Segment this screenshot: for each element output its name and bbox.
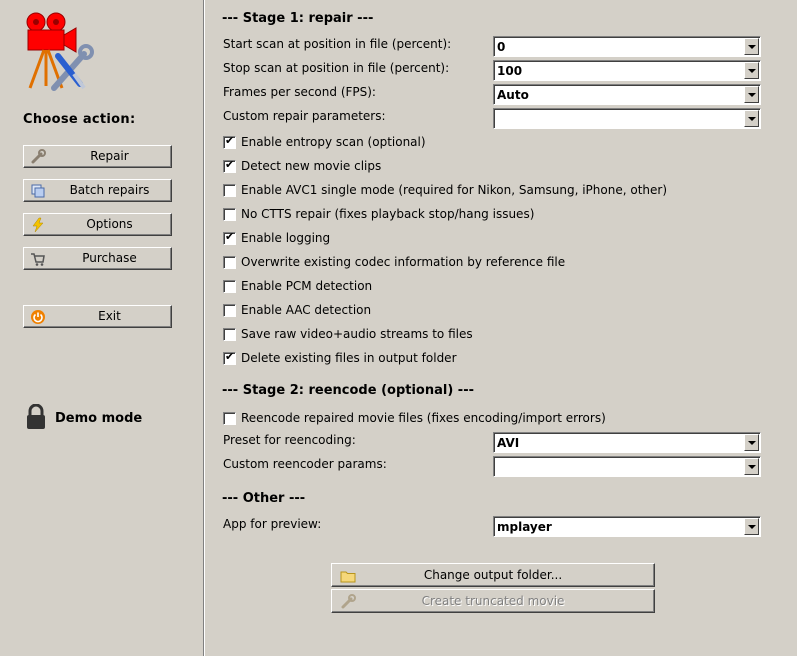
- stop-scan-value: 100: [497, 64, 523, 78]
- check-mark-icon: ✔: [225, 134, 235, 147]
- aac-detection-label: Enable AAC detection: [241, 303, 372, 317]
- check-mark-icon: ✔: [225, 230, 235, 243]
- repair-button[interactable]: [23, 145, 172, 168]
- checkbox-box[interactable]: [223, 160, 236, 173]
- checkbox-box[interactable]: [223, 136, 236, 149]
- reencode-label: Reencode repaired movie files (fixes encoding/import errors): [241, 411, 606, 425]
- change-output-folder-button[interactable]: [331, 563, 655, 587]
- custom-repair-combo[interactable]: [493, 108, 761, 129]
- purchase-button[interactable]: [23, 247, 172, 270]
- checkbox-box[interactable]: [223, 256, 236, 269]
- fps-combo[interactable]: [493, 84, 761, 105]
- stop-scan-label: Stop scan at position in file (percent):: [223, 61, 450, 75]
- chevron-down-icon[interactable]: [744, 38, 759, 55]
- checkbox-box[interactable]: [223, 280, 236, 293]
- batch-repairs-button[interactable]: [23, 179, 172, 202]
- create-truncated-movie-button[interactable]: [331, 589, 655, 613]
- custom-reencoder-combo[interactable]: [493, 456, 761, 477]
- custom-repair-label: Custom repair parameters:: [223, 109, 386, 123]
- start-scan-label: Start scan at position in file (percent):: [223, 37, 452, 51]
- overwrite-codec-label: Overwrite existing codec information by reference file: [241, 255, 566, 269]
- checkbox-box[interactable]: [223, 208, 236, 221]
- lightning-icon: [30, 217, 46, 233]
- avc1-single-mode-label: Enable AVC1 single mode (required for Nikon, Samsung, iPhone, other): [241, 183, 668, 197]
- fps-label: Frames per second (FPS):: [223, 85, 376, 99]
- movie-camera-repair-icon: [18, 8, 98, 92]
- exit-button-label: Exit: [98, 309, 121, 323]
- start-scan-combo[interactable]: [493, 36, 761, 57]
- stage1-heading: --- Stage 1: repair ---: [222, 11, 374, 26]
- fps-value: Auto: [497, 88, 529, 102]
- checkbox-box[interactable]: [223, 352, 236, 365]
- purchase-button-label: Purchase: [82, 251, 137, 265]
- checkbox-box[interactable]: [223, 328, 236, 341]
- sidebar: [0, 0, 203, 656]
- no-ctts-repair-label: No CTTS repair (fixes playback stop/hang issues): [241, 207, 535, 221]
- batch-icon: [30, 183, 46, 199]
- stage2-heading: --- Stage 2: reencode (optional) ---: [222, 383, 474, 398]
- repair-button-label: Repair: [90, 149, 129, 163]
- options-button[interactable]: [23, 213, 172, 236]
- delete-existing-files-label: Delete existing files in output folder: [241, 351, 457, 365]
- check-mark-icon: ✔: [225, 158, 235, 171]
- stop-scan-combo[interactable]: [493, 60, 761, 81]
- checkbox-box[interactable]: [223, 304, 236, 317]
- demo-mode-label: Demo mode: [55, 411, 143, 426]
- cart-icon: [30, 251, 46, 267]
- wrench-icon: [30, 149, 46, 165]
- start-scan-value: 0: [497, 40, 506, 54]
- chevron-down-icon[interactable]: [744, 110, 759, 127]
- exit-button[interactable]: [23, 305, 172, 328]
- options-button-label: Options: [86, 217, 133, 231]
- save-raw-streams-label: Save raw video+audio streams to files: [241, 327, 473, 341]
- batch-repairs-button-label: Batch repairs: [69, 183, 150, 197]
- change-output-folder-label: Change output folder...: [423, 568, 563, 582]
- checkbox-box[interactable]: [223, 184, 236, 197]
- check-mark-icon: ✔: [225, 350, 235, 363]
- lock-icon: [25, 404, 47, 430]
- main-panel: [205, 0, 797, 656]
- chevron-down-icon[interactable]: [744, 518, 759, 535]
- entropy-scan-label: Enable entropy scan (optional): [241, 135, 426, 149]
- checkbox-box[interactable]: [223, 232, 236, 245]
- power-icon: [30, 309, 46, 325]
- create-truncated-movie-label: Create truncated movie: [421, 594, 565, 608]
- choose-action-label: Choose action:: [23, 112, 136, 127]
- preset-combo[interactable]: [493, 432, 761, 453]
- custom-reencoder-label: Custom reencoder params:: [223, 457, 387, 471]
- enable-logging-label: Enable logging: [241, 231, 331, 245]
- chevron-down-icon[interactable]: [744, 434, 759, 451]
- preview-app-label: App for preview:: [223, 517, 322, 531]
- pcm-detection-label: Enable PCM detection: [241, 279, 373, 293]
- checkbox-box[interactable]: [223, 412, 236, 425]
- other-heading: --- Other ---: [222, 491, 306, 506]
- chevron-down-icon[interactable]: [744, 86, 759, 103]
- preset-label: Preset for reencoding:: [223, 433, 356, 447]
- chevron-down-icon[interactable]: [744, 62, 759, 79]
- preset-value: AVI: [497, 436, 520, 450]
- preview-app-value: mplayer: [497, 520, 552, 534]
- preview-app-combo[interactable]: [493, 516, 761, 537]
- detect-clips-label: Detect new movie clips: [241, 159, 382, 173]
- chevron-down-icon[interactable]: [744, 458, 759, 475]
